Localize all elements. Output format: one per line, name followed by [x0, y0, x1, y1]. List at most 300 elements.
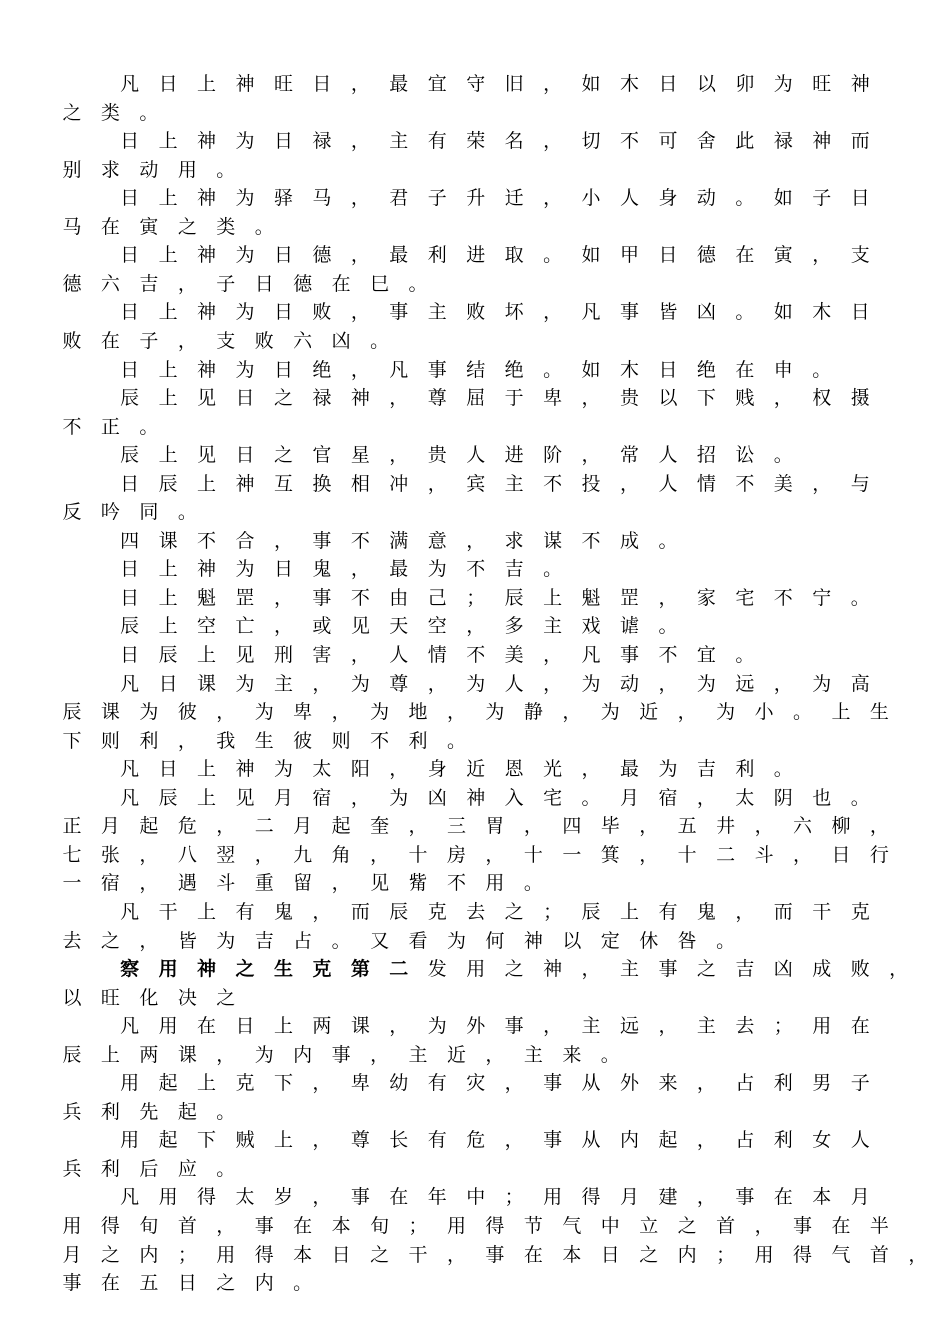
text-char: 月	[100, 815, 120, 838]
text-char: 凡	[120, 1015, 140, 1038]
text-char: 有	[235, 900, 255, 923]
text-char: 日	[177, 1272, 197, 1295]
text-char: 宜	[696, 644, 716, 666]
text-char: 为	[235, 244, 255, 267]
text-char: 上	[273, 1129, 293, 1152]
text-char: 外	[466, 1015, 486, 1038]
text-char: 上	[158, 130, 178, 153]
text-char: 从	[581, 1129, 601, 1152]
text-char: 八	[177, 843, 197, 866]
text-char: 利	[408, 729, 428, 752]
text-char: 合	[235, 529, 255, 552]
text-char: 上	[158, 187, 178, 210]
text-char: 为	[446, 929, 466, 952]
text-char: 神	[197, 187, 217, 210]
text-char: 败	[312, 301, 332, 324]
text-char: 。	[773, 444, 793, 467]
text-char: 巳	[370, 272, 390, 295]
text-char: 上	[543, 586, 563, 609]
text-char: 绝	[696, 358, 716, 381]
text-char: 彼	[293, 729, 313, 752]
text-char: 为	[600, 701, 620, 724]
section-heading-char: 用	[158, 958, 178, 981]
text-char: 守	[466, 73, 486, 95]
text-char: 事	[312, 586, 332, 609]
text-char: 旬	[370, 1215, 390, 1237]
text-char: 事	[350, 1186, 370, 1209]
text-char: 求	[100, 158, 120, 181]
text-char: 不	[543, 472, 563, 495]
text-char: 斗	[754, 843, 774, 866]
text-char: 。	[543, 558, 563, 581]
text-char: 凡	[389, 358, 409, 381]
text-char: 长	[389, 1129, 409, 1152]
text-char: 如	[581, 358, 601, 381]
text-char: 阴	[773, 786, 793, 809]
text-char: 用	[543, 1186, 563, 1209]
text-char: ，	[350, 73, 370, 95]
text-char: 德	[293, 272, 313, 295]
text-char: 人	[658, 444, 678, 467]
text-char: 不	[197, 529, 217, 552]
text-char: 月	[850, 1186, 870, 1209]
text-char: 凡	[120, 900, 140, 923]
text-char: 升	[466, 187, 486, 210]
text-char: 为	[389, 786, 409, 809]
text-char: 为	[254, 1043, 274, 1066]
text-char: 近	[446, 1043, 466, 1066]
text-char: 为	[235, 301, 255, 324]
text-char: 卑	[350, 1072, 370, 1095]
text-char: 看	[408, 929, 428, 952]
text-char: 为	[235, 558, 255, 581]
text-char: ，	[696, 1072, 716, 1095]
text-char: 静	[523, 701, 543, 724]
text-char: 之	[370, 1243, 390, 1266]
text-char: 凡	[581, 644, 601, 666]
text-char: 之	[216, 986, 236, 1009]
text-char: 为	[658, 758, 678, 781]
text-char: 神	[235, 73, 255, 95]
text-char: ，	[581, 958, 601, 981]
text-char: 。	[177, 501, 197, 524]
text-char: 五	[677, 815, 697, 838]
text-char: 寅	[773, 244, 793, 267]
text-char: 辰	[120, 615, 140, 638]
text-char: 从	[581, 1072, 601, 1095]
text-char: 用	[177, 158, 197, 181]
text-char: 鬼	[696, 900, 716, 923]
text-char: ，	[370, 843, 390, 866]
text-char: 木	[812, 301, 832, 324]
text-char: 近	[639, 701, 659, 724]
text-char: 旺	[812, 73, 832, 95]
text-char: ，	[446, 701, 466, 724]
text-char: 占	[735, 1072, 755, 1095]
text-char: 来	[658, 1072, 678, 1095]
text-char: 。	[139, 101, 159, 124]
text-char: 之	[273, 387, 293, 410]
text-char: 魁	[581, 586, 601, 609]
text-char: 求	[504, 529, 524, 552]
text-char: 入	[504, 786, 524, 809]
section-heading-char: 克	[312, 958, 332, 981]
text-char: 。	[716, 929, 736, 952]
text-char: 年	[427, 1186, 447, 1209]
text-char: 上	[158, 358, 178, 381]
text-char: ，	[562, 701, 582, 724]
text-char: 美	[773, 472, 793, 495]
text-char: 应	[177, 1157, 197, 1180]
text-char: 宅	[543, 786, 563, 809]
text-char: 投	[581, 472, 601, 495]
text-char: ，	[869, 815, 889, 838]
text-char: ，	[389, 758, 409, 781]
text-char: 进	[466, 244, 486, 267]
text-char: 神	[235, 472, 255, 495]
text-char: 何	[485, 929, 505, 952]
text-char: 中	[600, 1215, 620, 1237]
text-char: 。	[581, 786, 601, 809]
text-char: ，	[658, 1015, 678, 1038]
text-char: 事	[504, 1015, 524, 1038]
text-char: 人	[389, 644, 409, 666]
text-char: 神	[812, 130, 832, 153]
text-char: 见	[235, 644, 255, 666]
text-char: 有	[427, 130, 447, 153]
text-char: 由	[389, 586, 409, 609]
text-char: 贵	[427, 444, 447, 467]
text-char: ，	[216, 1043, 236, 1066]
text-char: 为	[139, 701, 159, 724]
text-char: 中	[466, 1186, 486, 1209]
text-char: 为	[716, 701, 736, 724]
text-char: 宅	[735, 586, 755, 609]
text-char: 本	[293, 1243, 313, 1266]
text-char: 本	[331, 1215, 351, 1237]
text-char: 小	[581, 187, 601, 210]
text-char: 舍	[696, 130, 716, 153]
text-char: 辰	[62, 701, 82, 724]
text-char: 神	[543, 958, 563, 981]
text-char: 与	[850, 472, 870, 495]
text-char: 生	[254, 729, 274, 752]
text-char: 日	[331, 1243, 351, 1266]
text-char: 凶	[773, 958, 793, 981]
text-char: 为	[812, 672, 832, 695]
text-char: ，	[273, 586, 293, 609]
text-char: 用	[812, 1015, 832, 1038]
text-char: 课	[100, 701, 120, 724]
text-char: 鬼	[273, 900, 293, 923]
text-char: ，	[139, 872, 159, 895]
text-char: 为	[235, 187, 255, 210]
text-char: 男	[812, 1072, 832, 1095]
text-char: 课	[197, 672, 217, 695]
text-char: ，	[543, 130, 563, 153]
text-char: 上	[158, 244, 178, 267]
text-char: 。	[216, 158, 236, 181]
text-char: 克	[235, 1072, 255, 1095]
text-char: 宿	[100, 872, 120, 895]
text-char: 魁	[197, 586, 217, 609]
text-char: 宿	[312, 786, 332, 809]
text-char: 用	[754, 1243, 774, 1266]
text-char: 后	[139, 1157, 159, 1180]
text-char: 兵	[62, 1157, 82, 1180]
text-char: 月	[273, 786, 293, 809]
text-char: 不	[581, 529, 601, 552]
text-char: 之	[177, 215, 197, 238]
text-char: 尊	[350, 1129, 370, 1152]
text-char: 得	[100, 1215, 120, 1237]
text-char: 之	[504, 900, 524, 923]
text-char: 阳	[350, 758, 370, 781]
text-char: 内	[677, 1243, 697, 1266]
text-char: 谑	[620, 615, 640, 638]
text-char: 上	[158, 586, 178, 609]
text-char: 宾	[466, 472, 486, 495]
text-char: 如	[773, 301, 793, 324]
text-char: 占	[735, 1129, 755, 1152]
text-char: 马	[312, 187, 332, 210]
text-char: ，	[696, 1186, 716, 1209]
text-char: 咎	[677, 929, 697, 952]
text-char: 箕	[600, 843, 620, 866]
text-char: 最	[389, 558, 409, 581]
text-char: 为	[485, 701, 505, 724]
text-char: ，	[620, 472, 640, 495]
text-char: 主	[408, 1043, 428, 1066]
text-char: 内	[139, 1243, 159, 1266]
text-char: 。	[812, 358, 832, 381]
text-char: 用	[158, 1015, 178, 1038]
text-char: 事	[427, 358, 447, 381]
text-char: 日	[658, 244, 678, 267]
text-char: 荣	[466, 130, 486, 153]
text-char: 子	[139, 329, 159, 352]
text-char: 定	[600, 929, 620, 952]
text-char: 起	[158, 1072, 178, 1095]
text-char: 小	[754, 701, 774, 724]
text-char: 而	[350, 900, 370, 923]
text-char: 为	[216, 929, 236, 952]
text-char: ，	[350, 644, 370, 666]
text-char: 起	[139, 815, 159, 838]
text-char: ，	[312, 1186, 332, 1209]
text-char: 克	[427, 900, 447, 923]
text-char: 驿	[273, 187, 293, 210]
text-char: 神	[350, 387, 370, 410]
text-char: 不	[658, 644, 678, 666]
text-char: 类	[100, 101, 120, 124]
text-char: 之	[639, 1243, 659, 1266]
text-char: 。	[408, 272, 428, 295]
text-char: 吉	[504, 558, 524, 581]
text-char: 太	[312, 758, 332, 781]
text-char: 神	[197, 244, 217, 267]
section-heading-char: 生	[273, 958, 293, 981]
text-char: 起	[658, 1129, 678, 1152]
text-char: 反	[62, 501, 82, 524]
text-char: ；	[504, 1186, 524, 1209]
text-char: 天	[389, 615, 409, 638]
text-char: 日	[831, 843, 851, 866]
text-char: ，	[639, 815, 659, 838]
text-char: 。	[735, 187, 755, 210]
text-char: 罡	[235, 586, 255, 609]
text-char: 凶	[331, 329, 351, 352]
text-char: 翌	[216, 843, 236, 866]
text-char: 为	[235, 358, 255, 381]
text-char: 得	[793, 1243, 813, 1266]
text-char: 之	[696, 958, 716, 981]
text-char: ，	[427, 672, 447, 695]
text-char: 占	[293, 929, 313, 952]
text-char: 正	[100, 415, 120, 438]
text-char: 十	[677, 843, 697, 866]
text-char: 吉	[254, 929, 274, 952]
text-char: 身	[427, 758, 447, 781]
text-char: 子	[850, 1072, 870, 1095]
text-char: 一	[62, 872, 82, 895]
text-char: 六	[793, 815, 813, 838]
text-char: 。	[523, 872, 543, 895]
text-char: 之	[62, 101, 82, 124]
text-char: 日	[235, 444, 255, 467]
text-char: 辰	[389, 900, 409, 923]
text-char: 凡	[120, 1186, 140, 1209]
text-char: ，	[793, 843, 813, 866]
text-char: 冲	[389, 472, 409, 495]
text-char: 兵	[62, 1100, 82, 1123]
text-char: 权	[812, 387, 832, 410]
text-char: 人	[658, 472, 678, 495]
text-char: 不	[735, 472, 755, 495]
text-char: 皆	[177, 929, 197, 952]
section-heading-char: 察	[120, 958, 140, 981]
text-char: ，	[543, 672, 563, 695]
text-char: 神	[197, 130, 217, 153]
text-char: 卑	[543, 387, 563, 410]
text-char: 月	[620, 1186, 640, 1209]
text-char: 吉	[696, 758, 716, 781]
text-char: 子	[812, 187, 832, 210]
text-char: ，	[466, 529, 486, 552]
text-char: 尊	[389, 672, 409, 695]
text-char: 以	[696, 73, 716, 95]
text-char: 生	[869, 701, 889, 724]
text-char: 之	[216, 1272, 236, 1295]
text-char: 上	[197, 758, 217, 781]
text-char: 张	[100, 843, 120, 866]
text-char: 旺	[100, 986, 120, 1009]
text-char: 换	[312, 472, 332, 495]
text-char: 留	[293, 872, 313, 895]
text-char: 常	[620, 444, 640, 467]
text-char: ；	[543, 900, 563, 923]
text-char: ，	[216, 701, 236, 724]
text-char: 亡	[235, 615, 255, 638]
text-char: 上	[831, 701, 851, 724]
text-char: 意	[427, 529, 447, 552]
text-char: 灾	[466, 1072, 486, 1095]
text-char: ，	[216, 815, 236, 838]
text-char: 主	[427, 301, 447, 324]
text-char: 宿	[658, 786, 678, 809]
text-char: 最	[389, 73, 409, 95]
section-heading-char: 第	[350, 958, 370, 981]
text-char: 以	[562, 929, 582, 952]
text-char: 不	[370, 729, 390, 752]
text-char: 六	[293, 329, 313, 352]
text-char: 为	[273, 758, 293, 781]
text-char: 柳	[831, 815, 851, 838]
text-char: 贱	[735, 387, 755, 410]
text-char: 宜	[427, 73, 447, 95]
text-char: 。	[216, 1157, 236, 1180]
text-char: ，	[889, 958, 909, 981]
text-char: 远	[620, 1015, 640, 1038]
text-char: 得	[197, 1186, 217, 1209]
text-char: 首	[177, 1215, 197, 1237]
text-char: 在	[197, 1015, 217, 1038]
text-char: ，	[696, 786, 716, 809]
text-char: 凡	[120, 786, 140, 809]
text-char: 。	[331, 929, 351, 952]
text-char: 谋	[543, 529, 563, 552]
text-char: 事	[254, 1215, 274, 1237]
text-char: ，	[446, 1243, 466, 1266]
text-char: 神	[235, 758, 255, 781]
text-char: ，	[312, 900, 332, 923]
text-char: 。	[658, 615, 678, 638]
text-char: 招	[696, 444, 716, 467]
text-char: 辰	[120, 387, 140, 410]
text-char: 在	[773, 1186, 793, 1209]
text-char: 身	[658, 187, 678, 210]
text-char: 一	[562, 843, 582, 866]
text-char: 日	[120, 130, 140, 153]
text-char: 首	[716, 1215, 736, 1237]
text-char: 神	[523, 929, 543, 952]
text-char: ，	[177, 272, 197, 295]
text-char: 为	[235, 130, 255, 153]
text-char: 日	[235, 1015, 255, 1038]
text-char: 相	[350, 472, 370, 495]
text-char: 利	[427, 244, 447, 267]
text-char: 在	[389, 1186, 409, 1209]
text-char: 气	[562, 1215, 582, 1237]
text-char: 之	[273, 444, 293, 467]
text-char: 用	[485, 872, 505, 895]
text-char: 起	[177, 1100, 197, 1123]
text-char: 日	[273, 244, 293, 267]
text-char: 利	[773, 1129, 793, 1152]
text-char: 事	[620, 644, 640, 666]
text-char: 为	[350, 672, 370, 695]
text-char: 之	[677, 1215, 697, 1237]
text-char: ，	[658, 672, 678, 695]
text-char: 月	[620, 786, 640, 809]
text-char: 而	[773, 900, 793, 923]
text-char: 吉	[139, 272, 159, 295]
text-char: 得	[485, 1215, 505, 1237]
text-char: 三	[446, 815, 466, 838]
text-char: 利	[735, 758, 755, 781]
text-char: ，	[139, 843, 159, 866]
text-char: ，	[312, 1072, 332, 1095]
